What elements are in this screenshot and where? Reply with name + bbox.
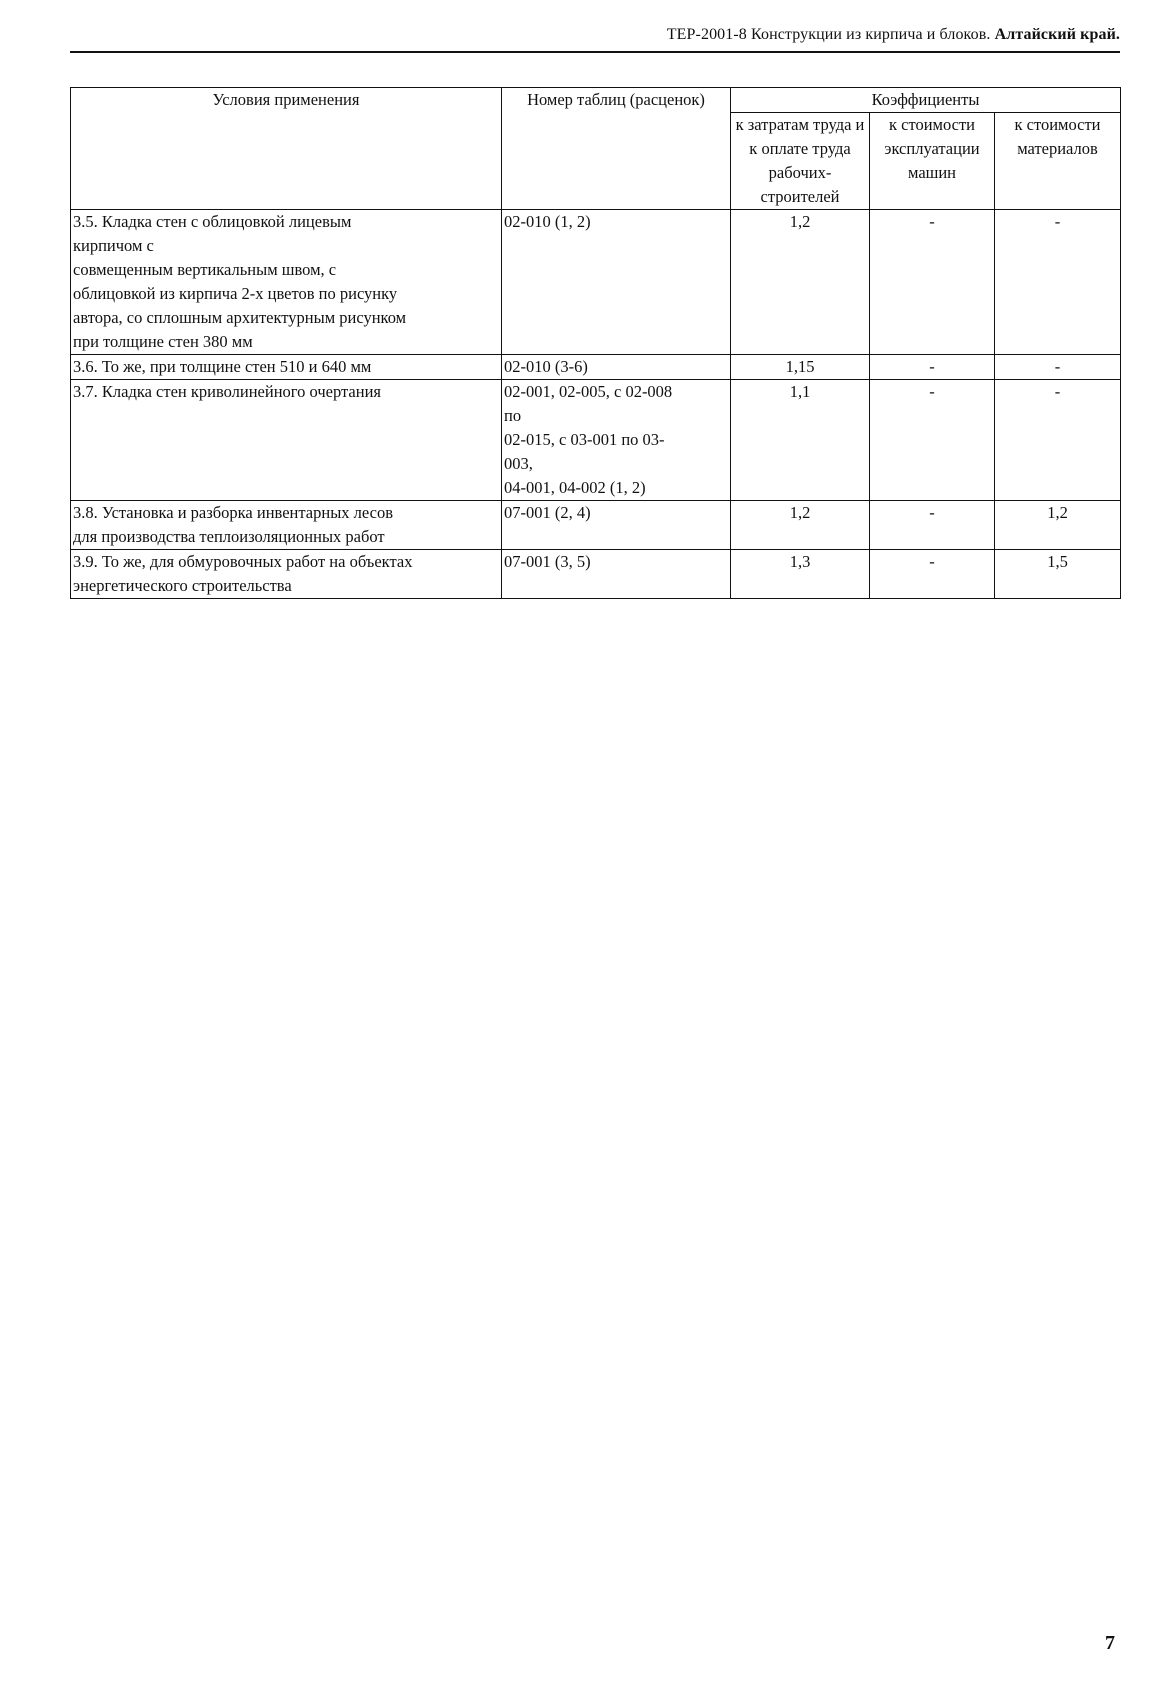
materials-coefficient-cell: -	[995, 210, 1121, 355]
table-numbers-cell-line: 04-001, 04-002 (1, 2)	[504, 478, 646, 497]
table-numbers-cell-line: 07-001 (2, 4)	[504, 503, 591, 522]
running-header	[70, 26, 1120, 44]
labor-coefficient-cell: 1,2	[731, 501, 870, 550]
table-numbers-cell-line: 02-010 (1, 2)	[504, 212, 591, 231]
machines-coefficient-cell: -	[870, 550, 995, 599]
machines-coefficient-cell: -	[870, 501, 995, 550]
machines-coefficient-cell: -	[870, 380, 995, 501]
conditions-cell-line: совмещенным вертикальным швом, с	[73, 260, 337, 279]
running-title-region: Алтайский край.	[994, 26, 1120, 43]
table-numbers-cell-line: 02-010 (3-6)	[504, 357, 588, 376]
conditions-cell-line: 3.6. То же, при толщине стен 510 и 640 мм	[73, 357, 372, 376]
table-row	[71, 550, 1121, 599]
col-conditions-header: Условия применения	[71, 88, 502, 210]
table-numbers-cell	[502, 550, 731, 599]
table-row	[71, 380, 1121, 501]
col-labor-header: к затратам труда и к оплате труда рабочих-строителей	[731, 113, 870, 210]
labor-coefficient-cell: 1,3	[731, 550, 870, 599]
conditions-cell-line: 3.5. Кладка стен с облицовкой лицевым	[73, 212, 352, 231]
conditions-cell-line: 3.7. Кладка стен криволинейного очертания	[73, 382, 381, 401]
table-numbers-cell-line: 003,	[504, 454, 533, 473]
table-numbers-cell	[502, 355, 731, 380]
labor-coefficient-cell: 1,2	[731, 210, 870, 355]
table-row	[71, 355, 1121, 380]
conditions-cell	[71, 501, 502, 550]
table-row	[71, 501, 1121, 550]
conditions-cell-line: 3.8. Установка и разборка инвентарных лесов	[73, 503, 393, 522]
running-title: ТЕР-2001-8 Конструкции из кирпича и блоков.	[666, 26, 991, 43]
table-numbers-cell	[502, 501, 731, 550]
coefficients-table	[70, 87, 1121, 599]
page-number: 7	[1105, 1632, 1115, 1654]
conditions-cell	[71, 355, 502, 380]
conditions-cell-line: автора, со сплошным архитектурным рисунком	[73, 308, 407, 327]
labor-coefficient-cell: 1,15	[731, 355, 870, 380]
col-materials-header: к стоимости материалов	[995, 113, 1121, 210]
materials-coefficient-cell: -	[995, 380, 1121, 501]
conditions-cell-line: кирпичом с	[73, 236, 154, 255]
conditions-cell-line: при толщине стен 380 мм	[73, 332, 253, 351]
materials-coefficient-cell: 1,2	[995, 501, 1121, 550]
header-rule	[70, 51, 1120, 53]
table-body	[71, 210, 1121, 599]
table-numbers-cell-line: 02-001, 02-005, с 02-008	[504, 382, 673, 401]
table-numbers-cell	[502, 380, 731, 501]
conditions-cell	[71, 380, 502, 501]
table-numbers-cell-line: по	[504, 406, 522, 425]
machines-coefficient-cell: -	[870, 355, 995, 380]
table-numbers-cell	[502, 210, 731, 355]
col-coefficients-header: Коэффициенты	[731, 88, 1121, 113]
labor-coefficient-cell: 1,1	[731, 380, 870, 501]
table-numbers-cell-line: 02-015, с 03-001 по 03-	[504, 430, 665, 449]
conditions-cell-line: для производства теплоизоляционных работ	[73, 527, 385, 546]
conditions-cell	[71, 550, 502, 599]
machines-coefficient-cell: -	[870, 210, 995, 355]
table-numbers-cell-line: 07-001 (3, 5)	[504, 552, 591, 571]
col-table-numbers-header: Номер таблиц (расценок)	[502, 88, 731, 210]
conditions-cell-line: 3.9. То же, для обмуровочных работ на объектах	[73, 552, 413, 571]
conditions-cell	[71, 210, 502, 355]
table-row	[71, 210, 1121, 355]
materials-coefficient-cell: 1,5	[995, 550, 1121, 599]
conditions-cell-line: облицовкой из кирпича 2-х цветов по рисунку	[73, 284, 398, 303]
table-header-row	[71, 88, 1121, 113]
materials-coefficient-cell: -	[995, 355, 1121, 380]
col-machines-header: к стоимости эксплуатации машин	[870, 113, 995, 210]
conditions-cell-line: энергетического строительства	[73, 576, 292, 595]
